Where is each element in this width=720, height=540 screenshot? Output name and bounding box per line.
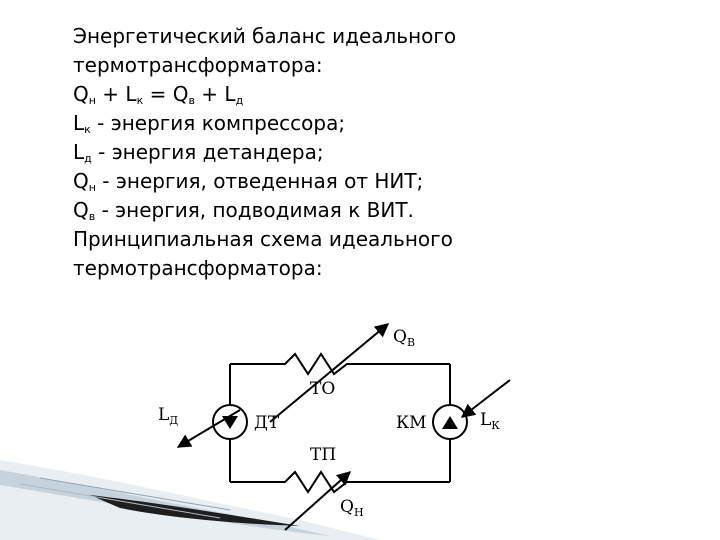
label-to: ТО [310,379,336,399]
bullet-text: $Q_в$ - энергия, подводимая к ВИТ. [73,198,414,223]
bullet-text: Энергетический баланс идеального термотрансформатора: [73,24,457,77]
label-km: КМ [396,413,427,433]
bullet-balance-equation [45,80,665,109]
expander-triangle-icon [222,416,238,429]
label-ld: $L_Д$ [158,405,179,427]
bullet-energy-balance-title [45,22,665,80]
arrow-qv [270,324,388,422]
label-tp: ТП [310,445,337,465]
bullet-qn-definition [45,167,665,196]
bullet-text: $L_к$ - энергия компрессора; [73,111,346,136]
bullet-text: $L_д$ - энергия детандера; [73,140,324,165]
thermotransformer-scheme [150,312,520,537]
bullet-scheme-title [45,225,665,283]
label-dt: ДТ [254,413,280,433]
bullet-lk-definition [45,109,665,138]
label-qv: $Q_В$ [393,327,416,349]
label-lk: $L_К$ [480,410,500,432]
bullet-qv-definition [45,196,665,225]
bullet-text: Принципиальная схема идеального термотрансформатора: [73,227,453,280]
bullet-text: $Q_н$ - энергия, отведенная от НИТ; [73,169,424,194]
compressor-triangle-icon [442,416,458,429]
label-qn: $Q_Н$ [340,497,364,519]
bullet-list [45,22,665,283]
bullet-ld-definition [45,138,665,167]
balance-equation: $Q_н + L_к = Q_в + L_д$ [73,82,244,107]
